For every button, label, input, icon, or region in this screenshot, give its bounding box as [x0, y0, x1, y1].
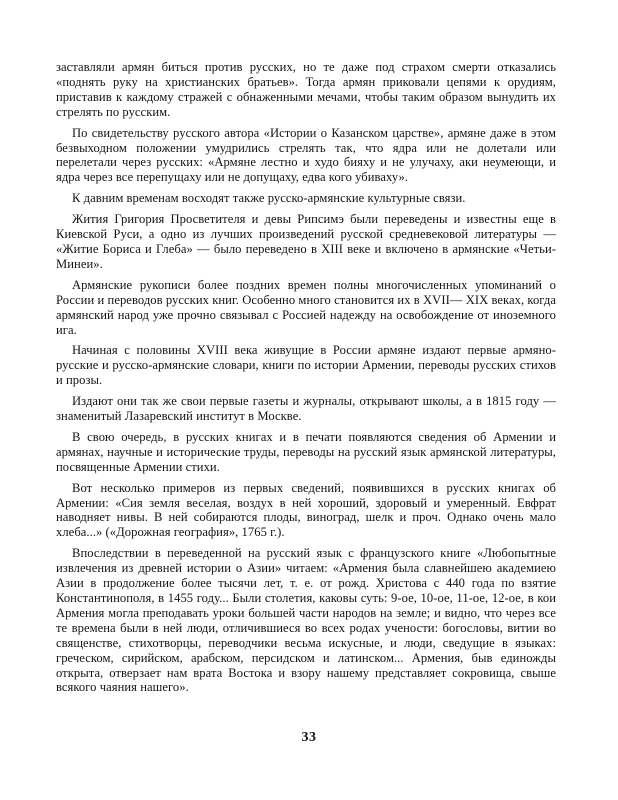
- paragraph-1: заставляли армян биться против русских, но те даже под страхом смерти отказались «поднять руку на христианских братьев». Тогда армян приковали цепями к орудиям, приставив к каждому стражей с обнаженными мечами, чтобы таким образом вынудить их стрелять по русским.: [56, 60, 556, 119]
- paragraph-9: Вот несколько примеров из первых сведений, появившихся в русских книгах об Армении: «Сия земля веселая, воздух в ней хороший, здоровый и умеренный. Евфрат наводняет нивы. В ней собираются плоды, виноград, шелк и проч. Однако очень мало хлеба...» («Дорожная география», 1765 г.).: [56, 480, 556, 540]
- paragraph-3: К давним временам восходят также русско-армянские культурные связи.: [72, 191, 466, 206]
- page-number: 33: [301, 730, 317, 745]
- paragraph-10: Впоследствии в переведенной на русский язык с французского книге «Любопытные извлечения из древней истории о Азии» читаем: «Армения была славнейшею академиею Азии в продолжение более тысячи лет, т. е. от рожд. Христова с 440 года по взятие Константинополя, в 1455 году... Были столетия, каковы суть: 9-ое, 10-ое, 11-ое, 12-ое, в кои Армения могла преподавать уроки большей части народов на земле; и видно, что через все те времена были в ней люди, отличившиеся во всех родах учености: богословы, витии во священстве, стихотворцы, переводчики весьма искусные, и люди, сведущие в языках: греческом, сирийском, арабском, персидском и латинском... Армения, быв единожды открыта, отверзает нам врата Востока и взору нашему представляет сокровища, свыше всякого чаяния нашего».: [56, 546, 556, 695]
- paragraph-7: Издают они так же свои первые газеты и журналы, открывают школы, а в 1815 году — знаменитый Лазаревский институт в Москве.: [56, 394, 556, 424]
- paragraph-6: Начиная с половины XVIII века живущие в России армяне издают первые армяно-русские и русско-армянские словари, книги по истории Армении, переводы русских стихов и прозы.: [56, 343, 556, 388]
- paragraph-4: Жития Григория Просветителя и девы Рипсимэ были переведены и известны еще в Киевской Руси, а одно из лучших произведений русской средневековой литературы — «Житие Бориса и Глеба» — было переведено в XIII веке и включено в армянские «Четьи-Минеи».: [56, 212, 556, 271]
- paragraph-2: По свидетельству русского автора «Истории о Казанском царстве», армяне даже в этом безвыходном положении умудрились стрелять так, что ядра или не долетали или перелетали через русских: «Армяне лестно и худо бияху и не улучаху, аки неумеющи, и ядра через все перепущаху или не допущаху, едва кого убиваху».: [56, 125, 556, 185]
- paragraph-5: Армянские рукописи более поздних времен полны многочисленных упоминаний о России и переводов русских книг. Особенно много становится их в XVII— XIX веках, когда армянский народ уже прочно связывал с Россией надежду на освобождение от иноземного ига.: [56, 277, 556, 337]
- page-body: [56, 60, 556, 701]
- paragraph-8: В свою очередь, в русских книгах и в печати появляются сведения об Армении и армянах, научные и исторические труды, переводы на русский язык армянской литературы, посвященные Армении стихи.: [56, 429, 556, 474]
